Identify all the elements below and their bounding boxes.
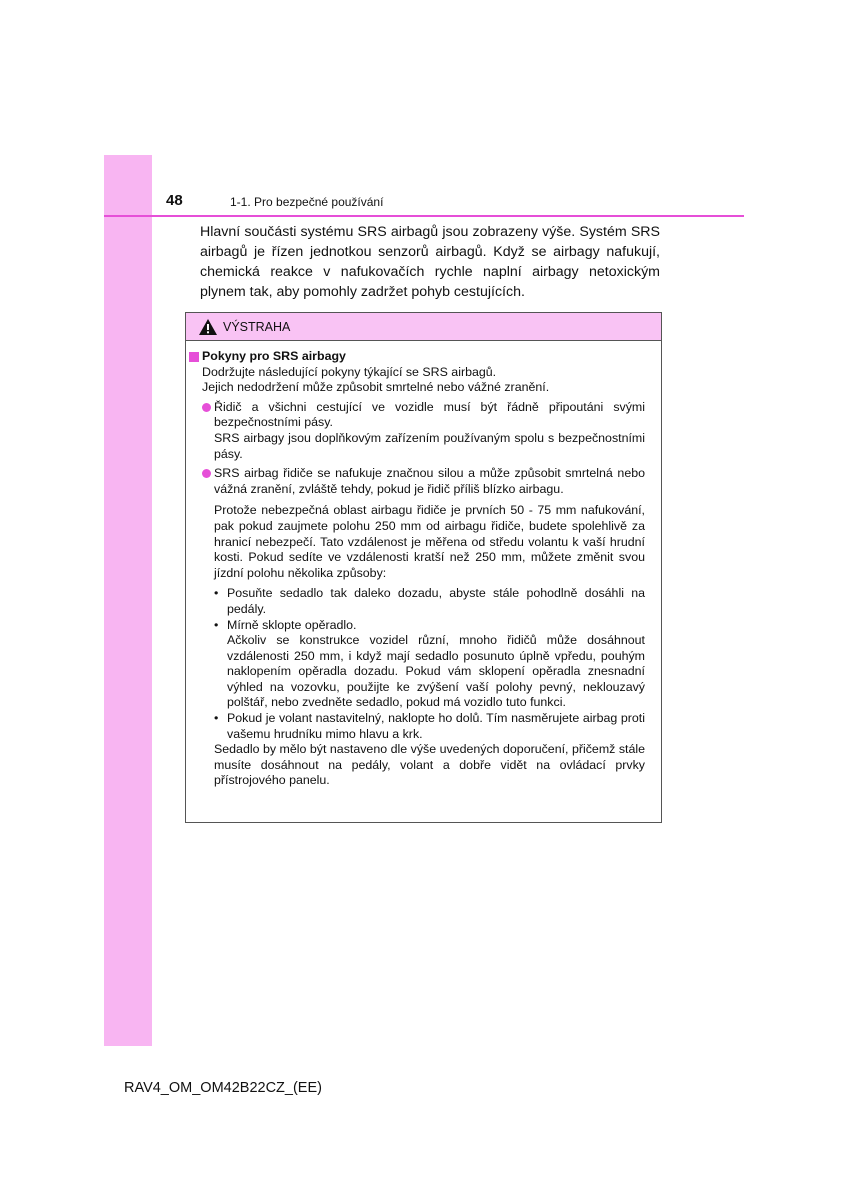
document-code: RAV4_OM_OM42B22CZ_(EE) — [124, 1080, 322, 1096]
warning-label: VÝSTRAHA — [223, 319, 291, 334]
explanation-paragraph: Protože nebezpečná oblast airbagu řidiče je prvních 50 - 75 mm nafukování, pak pokud zaujmete polohu 250 mm od airbagu řidiče, budete spolehlivě za hranicí nebezpečí. Tato vzdálenost je měřena od středu volantu k vaší hrudní kosti. Pokud sedíte ve vzdálenosti kratší než 250 mm, můžete změnit svou jízdní polohu několika způsoby: — [214, 503, 645, 580]
warning-header — [186, 313, 661, 341]
bullet-2-text: SRS airbag řidiče se nafukuje značnou silou a může způsobit smrtelná nebo vážná zranění, zvláště tehdy, pokud je řidič příliš blízko airbagu. — [214, 466, 645, 496]
warning-heading-text: Pokyny pro SRS airbagy — [202, 349, 346, 363]
bullet-1-note: SRS airbagy jsou doplňkovým zařízením používaným spolu s bezpečnostními pásy. — [214, 430, 645, 461]
warning-lead-2: Jejich nedodržení může způsobit smrtelné nebo vážné zranění. — [202, 380, 550, 395]
section-title: 1-1. Pro bezpečné používání — [230, 195, 384, 209]
warning-lead-1: Dodržujte následující pokyny týkající se SRS airbagů. — [202, 364, 497, 379]
bullet-1-text: Řidič a všichni cestující ve vozidle musí být řádně připoutáni svými bezpečnostními pásy. — [214, 399, 645, 430]
warning-body — [186, 349, 661, 789]
square-bullet-icon — [189, 352, 199, 362]
list-item — [186, 711, 661, 742]
list-item — [186, 618, 661, 712]
circle-bullet-icon — [202, 469, 211, 478]
bullet-item-1 — [186, 400, 661, 462]
list-bullet: • — [214, 586, 219, 601]
list-item-extra: Ačkoliv se konstrukce vozidel různí, mnoho řidičů může dosáhnout vzdálenosti 250 mm, i když mají sedadlo posunuto úplně vpředu, pouhým naklopením opěradla dozadu. Pokud vám sklopení opěradla znesnadní výhled na vozovku, použijte ke zvýšení vaší polohy pevný, neklouzavý polštář, nebo zvedněte sedadlo, pokud má vozidlo tuto funkci. — [227, 633, 645, 710]
list-item-text: Pokud je volant nastavitelný, naklopte ho dolů. Tím nasměrujete airbag proti vašemu hrudníku mimo hlavu a krk. — [227, 711, 645, 741]
warning-box — [185, 312, 662, 823]
list-item-text: Mírně sklopte opěradlo. — [227, 617, 357, 632]
list-item — [186, 586, 661, 617]
bullet-item-2 — [186, 466, 661, 497]
circle-bullet-icon — [202, 403, 211, 412]
header-rule — [104, 215, 744, 217]
warning-heading — [186, 349, 661, 365]
list-bullet: • — [214, 711, 219, 726]
adjustment-list — [186, 586, 661, 742]
intro-paragraph — [200, 222, 660, 302]
page-number: 48 — [166, 192, 183, 209]
list-item-text: Posuňte sedadlo tak daleko dozadu, abyste stále pohodlně dosáhli na pedály. — [227, 586, 645, 616]
side-tab — [104, 155, 152, 1046]
warning-triangle-icon — [198, 318, 218, 336]
list-bullet: • — [214, 617, 219, 632]
closing-paragraph: Sedadlo by mělo být nastaveno dle výše uvedených doporučení, přičemž stále musíte dosáhnout na pedály, volant a dobře vidět na ovládací prvky přístrojového panelu. — [214, 742, 645, 788]
intro-text: Hlavní součásti systému SRS airbagů jsou zobrazeny výše. Systém SRS airbagů je řízen jednotkou senzorů airbagů. Když se airbagy nafukují, chemická reakce v nafukovačích rychle naplní airbagy netoxickým plynem tak, aby pomohly zadržet pohyb cestujících. — [200, 224, 660, 300]
